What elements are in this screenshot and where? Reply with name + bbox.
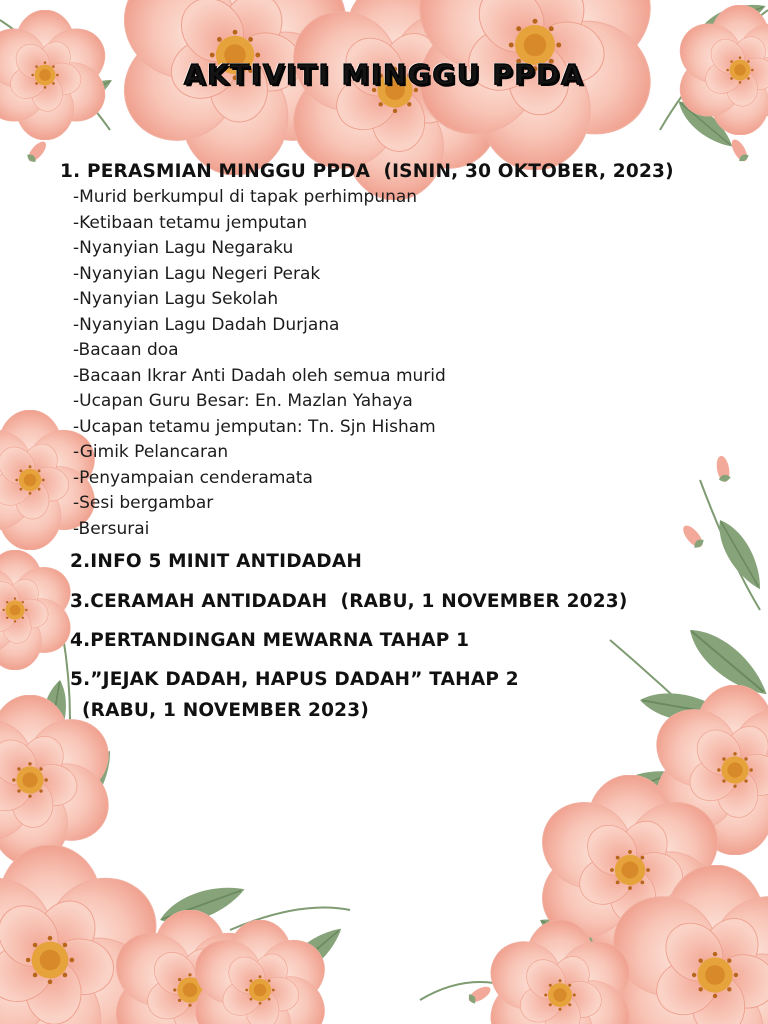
poster-title: AKTIVITI MINGGU PPDA — [183, 58, 585, 91]
list-item: -Bersurai — [73, 518, 150, 539]
activity-heading: 1. PERASMIAN MINGGU PPDA (ISNIN, 30 OKTOBER, 2023) — [60, 161, 674, 182]
list-item: -Nyanyian Lagu Dadah Durjana — [73, 314, 340, 335]
list-item: -Nyanyian Lagu Sekolah — [73, 289, 279, 309]
list-item: -Gimik Pelancaran — [73, 442, 229, 462]
list-item: -Murid berkumpul di tapak perhimpunan — [73, 187, 418, 207]
list-item: -Ketibaan tetamu jemputan — [73, 212, 308, 233]
list-item: -Penyampaian cenderamata — [73, 467, 313, 488]
bud-icon — [25, 139, 49, 165]
list-item: -Nyanyian Lagu Negaraku — [73, 238, 294, 258]
bud-icon — [466, 984, 492, 1006]
activity-list — [60, 159, 760, 724]
activity-heading: 2.INFO 5 MINIT ANTIDADAH — [70, 551, 363, 572]
list-item: -Ucapan Guru Besar: En. Mazlan Yahaya — [73, 391, 413, 411]
list-item: -Bacaan Ikrar Anti Dadah oleh semua murid — [73, 365, 446, 386]
list-item: -Nyanyian Lagu Negeri Perak — [73, 263, 321, 284]
activity-heading: 4.PERTANDINGAN MEWARNA TAHAP 1 — [70, 630, 470, 651]
activity-date: (RABU, 1 NOVEMBER 2023) — [82, 700, 369, 721]
activity-program-list — [60, 185, 760, 542]
list-item: -Bacaan doa — [73, 340, 179, 360]
list-item: -Ucapan tetamu jemputan: Tn. Sjn Hisham — [73, 416, 436, 437]
list-item: -Sesi bergambar — [73, 493, 214, 513]
activity-heading: 3.CERAMAH ANTIDADAH (RABU, 1 NOVEMBER 2023) — [70, 591, 628, 612]
activity-heading: 5.”JEJAK DADAH, HAPUS DADAH” TAHAP 2 — [70, 669, 519, 690]
